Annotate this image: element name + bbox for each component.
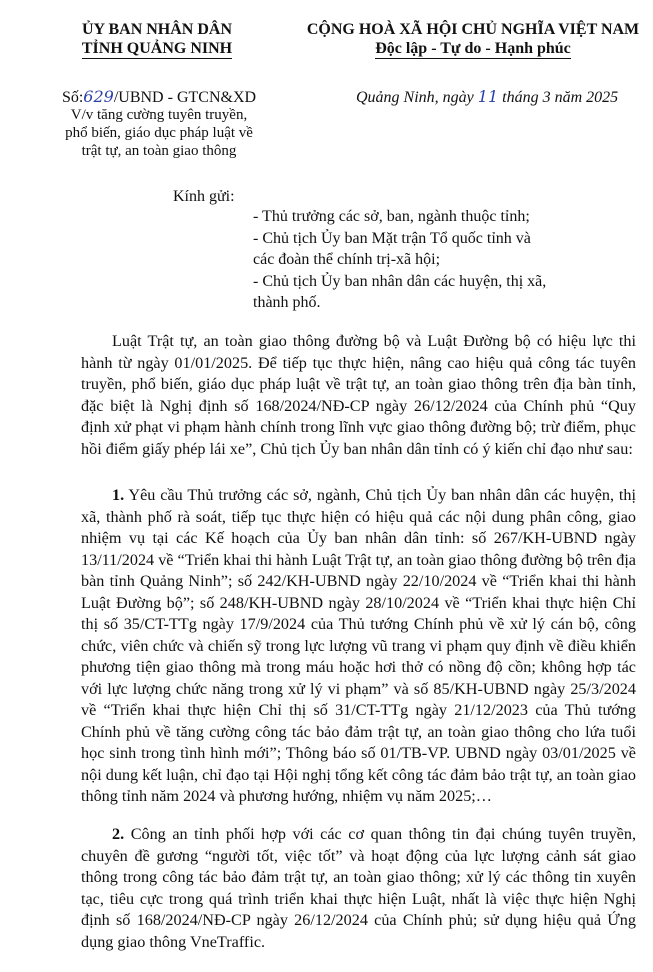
org-name-line1: ỦY BAN NHÂN DÂN (81, 21, 233, 38)
number-prefix: Số: (61, 89, 84, 106)
subject-line: V/v tăng cường tuyên truyền, (70, 107, 248, 123)
date-suffix: tháng 3 năm 2025 (502, 89, 619, 106)
item-1-text: Yêu cầu Thủ trưởng các sở, ngành, Chủ tịch Ủy ban nhân dân các huyện, thị xã, thành phố rà soát, tiếp tục thực hiện có hiệu quả các nội dung phân công, giao nhiệm vụ tại các Kế hoạch của Ủy ban nhân dân tỉnh: số 267/KH-UBND ngày 13/11/2024 về “Triển khai thi hành Luật Trật tự, an toàn giao thông đường bộ trên địa bàn tỉnh Quảng Ninh”; số 242/KH-UBND ngày 22/10/2024 về “Triển khai thi hành Luật Đường bộ”; số 248/KH-UBND ngày 28/10/2024 về “Triển khai thực hiện Chỉ thị số 35/CT-TTg ngày 17/9/2024 của Thủ tướng Chính phủ về xử lý cán bộ, công chức, viên chức và chiến sỹ trong lực lượng vũ trang vi phạm quy định về điều khiển phương tiện giao thông mà trong máu hoặc hơi thở có nồng độ cồn; không hợp tác với lực lượng chức năng trong xử lý vi phạm” và số 85/KH-UBND ngày 25/3/2024 về “Triển khai thực hiện Chỉ thị số 31/CT-TTg ngày 21/12/2023 của Thủ tướng Chính phủ về tăng cường công tác bảo đảm trật tự, an toàn giao thông cho lứa tuổi học sinh trong tình hình mới”; Thông báo số 01/TB-VP. UBND ngày 03/01/2025 về nội dung kết luận, chỉ đạo tại Hội nghị tổng kết công tác đảm bảo trật tự, an toàn giao thông tỉnh năm 2024 và phương hướng, nhiệm vụ năm 2025;… (81, 486, 636, 805)
recipient-line: các đoàn thể chính trị-xã hội; (253, 251, 441, 268)
intro-text: Luật Trật tự, an toàn giao thông đường bộ và Luật Đường bộ có hiệu lực thi hành từ ngày 01/01/2025. Để tiếp tục thực hiện, nâng cao hiệu quả công tác tuyên truyền, phổ biến, giáo dục pháp luật về trật tự, an toàn giao thông trên địa bàn tỉnh, đặc biệt là Nghị định số 168/2024/NĐ-CP ngày 26/12/2024 của Chính phủ “Quy định xử phạt vi phạm hành chính trong lĩnh vực giao thông đường bộ; trừ điểm, phục hồi điểm giấy phép lái xe”, Chủ tịch Ủy ban nhân dân tỉnh có ý kiến chỉ đạo như sau: (81, 332, 636, 458)
number-suffix: /UBND - GTCN&XD (113, 89, 257, 106)
salutation: Kính gửi: (173, 188, 235, 205)
item-1-number: 1. (112, 486, 125, 504)
motto: Độc lập - Tự do - Hạnh phúc (375, 40, 571, 57)
item-2-number: 2. (112, 825, 125, 843)
subject-line: phổ biến, giáo dục pháp luật về (65, 125, 253, 141)
nation-name: CỘNG HOÀ XÃ HỘI CHỦ NGHĨA VIỆT NAM (306, 21, 640, 38)
recipient-line: - Chủ tịch Ủy ban nhân dân các huyện, thị xã, (253, 272, 547, 290)
document-subject (30, 106, 288, 160)
intro-paragraph (81, 331, 636, 460)
recipient-line: thành phố. (253, 294, 321, 311)
recipient-list (253, 206, 593, 314)
handwritten-number: 629 (83, 87, 114, 106)
document-date (356, 87, 648, 107)
recipient-line: - Thủ trưởng các sở, ban, ngành thuộc tỉnh; (253, 208, 530, 225)
document-number (30, 87, 288, 107)
date-prefix: Quảng Ninh, ngày (356, 89, 474, 106)
item-2-text: Công an tỉnh phối hợp với các cơ quan thông tin đại chúng tuyên truyền, chuyên đề gương “người tốt, việc tốt” và hoạt động của lực lượng cảnh sát giao thông trong công tác bảo đảm trật tự, an toàn giao thông; xử lý các thông tin xuyên tạc, tiêu cực trong quá trình triển khai thực hiện Luật, nhất là việc thực hiện Nghị định số 168/2024/NĐ-CP ngày 26/12/2024 của Chính phủ; sử dụng hiệu quả Ứng dụng giao thông VneTraffic. (81, 825, 636, 951)
recipient-line: - Chủ tịch Ủy ban Mặt trận Tổ quốc tỉnh và (253, 229, 531, 247)
item-1-paragraph (81, 485, 636, 808)
org-name-line2: TỈNH QUẢNG NINH (81, 40, 233, 57)
handwritten-day: 11 (477, 87, 499, 106)
item-2-paragraph (81, 824, 636, 953)
subject-line: trật tự, an toàn giao thông (81, 143, 237, 159)
national-motto (298, 20, 648, 59)
issuing-organization (28, 20, 286, 59)
